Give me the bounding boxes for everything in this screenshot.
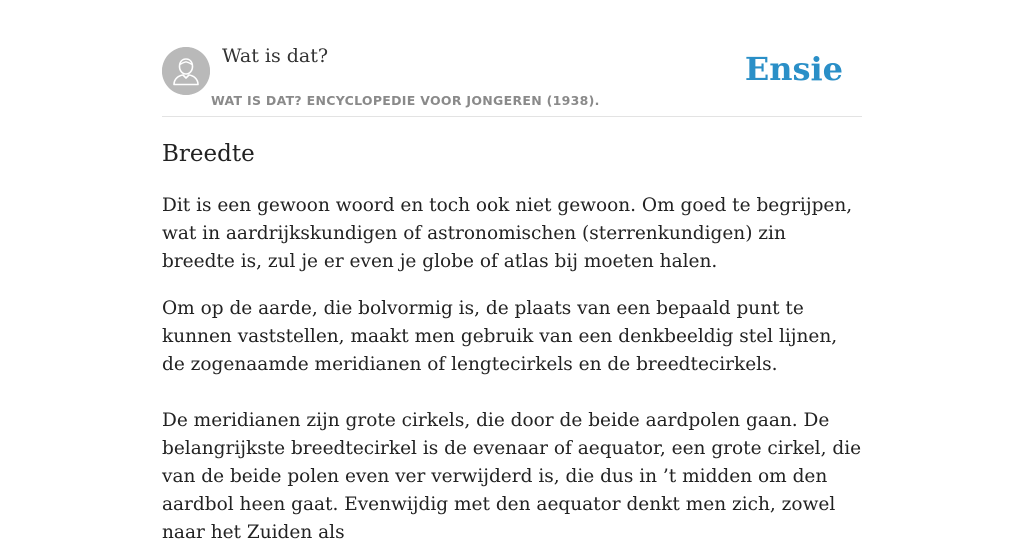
brand-logo[interactable]: Ensie [744, 50, 843, 88]
article-paragraph: De meridianen zijn grote cirkels, die door de beide aardpolen gaan. De belangrijkste breedtecirkel is de evenaar of aequator, een grote cirkel, die van de beide polen even ver verwijderd is, die dus in ’t midden om den aardbol heen gaat. Evenwijdig met den aequator denkt men zich, zowel naar het Zuiden als [162, 410, 862, 543]
article-paragraph: Dit is een gewoon woord en toch ook niet gewoon. Om goed te begrijpen, wat in aardrijkskundigen of astronomischen (sterrenkundigen) zin breedte is, zul je er even je globe of atlas bij moeten halen. [162, 195, 853, 272]
source-subtitle[interactable]: WAT IS DAT? ENCYCLOPEDIE VOOR JONGEREN (1938). [211, 93, 600, 108]
article-paragraph: Om op de aarde, die bolvormig is, de plaats van een bepaald punt te kunnen vaststellen, maakt men gebruik van een denkbeeldig stel lijnen, de zogenaamde meridianen of lengtecirkels en de breedtecirkels. [162, 298, 838, 375]
user-placeholder-icon[interactable] [162, 47, 210, 95]
article-title: Breedte [162, 141, 255, 167]
article [162, 138, 862, 547]
source-title[interactable]: Wat is dat? [222, 45, 329, 67]
source-header [162, 0, 862, 117]
